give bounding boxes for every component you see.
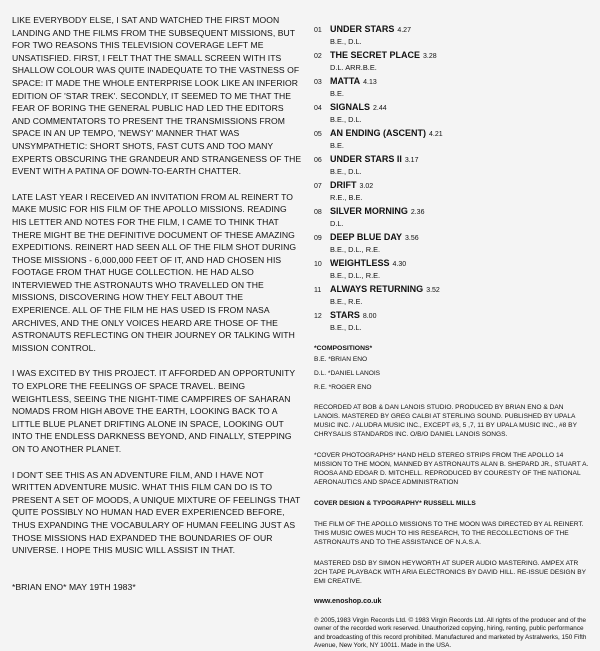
- track-duration: 2.36: [410, 209, 425, 216]
- film-note: THE FILM OF THE APOLLO MISSIONS TO THE MOON WAS DIRECTED BY AL REINERT. THIS MUSIC OWES MUCH TO HIS RESEARCH, TO THE RECOLLECTIONS OF THE ASTRONAUTS AND TO THE ASSISTANCE OF N.A.S.A.: [314, 521, 584, 546]
- track-number: 09: [314, 235, 322, 242]
- track-title: ALWAYS RETURNING: [330, 284, 424, 294]
- essay-paragraph: LIKE EVERYBODY ELSE, I SAT AND WATCHED THE FIRST MOON LANDING AND THE FILMS FROM THE SUBSEQUENT MISSIONS, BUT FOR TWO REASONS THIS TELEVISION COVERAGE LEFT ME UNSATISFIED. FIRST, I FELT THAT THE SMALL SCREEN WITH ITS SHALLOW COLOUR WAS QUITE INADEQUATE TO THE VASTNESS OF SPACE: IT MADE THE WHOLE ENTERPRISE LOOK LIKE AN INFERIOR EDITION OF 'STAR TREK'. SECONDLY, IT SEEMED TO ME THAT THE FEAR OF BORING THE GENERAL PUBLIC HAD LED THE EDITORS AND COMMENTATORS TO PRESENT THE TRANSMISSIONS FROM SPACE IN AN UP TEMPO, 'NEWSY' MANNER THAT WAS UNSYMPATHETIC: SHORT SHOTS, FAST CUTS AND TOO MANY EXPERTS OBSCURING THE GRANDEUR AND STRANGENESS OF THE EVENT WITH A PATINA OF DOWN-TO-EARTH CHATTER.: [12, 15, 302, 177]
- track-number: 08: [314, 209, 322, 216]
- essay-column: [12, 14, 302, 606]
- track-credits: B.E., D.L.: [330, 37, 362, 46]
- track-item: [314, 284, 590, 307]
- essay-paragraph: LATE LAST YEAR I RECEIVED AN INVITATION FROM AL REINERT TO MAKE MUSIC FOR HIS FILM OF THE APOLLO MISSIONS. READING HIS LETTER AND NOTES FOR THE FILM, I CAME TO THINK THAT THERE MIGHT BE THE DEFINITIVE DOCUMENT OF THESE AMAZING EXPEDITIONS. REINERT HAD SEEN ALL OF THE FILM SHOT DURING THOSE MISSIONS - 6,000,000 FEET OF IT, AND HAD CHOSEN HIS FOOTAGE FROM THAT HUGE COLLECTION. HE HAD ALSO INTERVIEWED THE ASTRONAUTS WHO TRAVELLED ON THE MISSIONS, DISCOVERING HOW THEY FELT ABOUT THE EXPERIENCE. ALL OF THE FILM HE HAS USED IS FROM NASA ARCHIVES, AND THE ONLY VOICES HEARD ARE THOSE OF THE ASTRONAUTS REFLECTING ON THEIR JOURNEY OR TALKING WITH MISSION CONTROL.: [12, 191, 297, 353]
- track-duration: 3.56: [405, 235, 419, 242]
- track-credits: B.E., D.L., R.E.: [330, 245, 381, 254]
- credits-column: [314, 24, 590, 651]
- composer-key: R.E. *ROGER ENO: [314, 384, 372, 391]
- track-credits: D.L. ARR.B.E.: [330, 63, 377, 72]
- track-duration: 3.02: [359, 183, 374, 190]
- track-item: [314, 154, 590, 177]
- track-item: [314, 102, 590, 125]
- track-item: [314, 24, 590, 47]
- track-credits: B.E.: [330, 141, 344, 150]
- track-title: WEIGHTLESS: [330, 258, 390, 268]
- cover-design-credit: COVER DESIGN & TYPOGRAPHY* RUSSELL MILLS: [314, 500, 476, 507]
- track-duration: 3.52: [426, 287, 440, 294]
- track-number: 04: [314, 105, 322, 112]
- track-list: [314, 24, 590, 333]
- compositions-heading: *COMPOSITIONS*: [314, 345, 373, 352]
- track-number: 02: [314, 53, 322, 60]
- track-number: 06: [314, 157, 322, 164]
- track-number: 10: [314, 261, 322, 268]
- track-duration: 3.17: [404, 157, 419, 164]
- track-duration: 4.30: [392, 261, 407, 268]
- track-number: 12: [314, 313, 322, 320]
- track-duration: 3.28: [423, 53, 437, 60]
- track-title: DRIFT: [330, 180, 357, 190]
- cover-photographs-credit: *COVER PHOTOGRAPHS* HAND HELD STEREO STRIPS FROM THE APOLLO 14 MISSION TO THE MOON, MANNED BY ASTRONAUTS ALAN B. SHEPARD JR., STUART A. ROOSA AND EDGAR D. MITCHELL. REPRODUCED BY COURESTY OF THE NATIONAL AERONAUTICS AND SPACE ADMINISTRATION: [314, 452, 589, 486]
- copyright-notice: ℗ 2005,1983 Virgin Records Ltd. © 1983 Virgin Records Ltd. All rights of the producer and of the owner of the recorded work reserved. Unauthorized copying, hiring, renting, public performance and broadcasting of this record prohibited. Manufactured and marketed by Astralwerks, 150 Fifth Avenue, New York, NY 10011. Made in the USA.: [314, 617, 587, 650]
- website-link[interactable]: www.enoshop.co.uk: [314, 598, 382, 605]
- recording-credits: RECORDED AT BOB & DAN LANOIS STUDIO. PRODUCED BY BRIAN ENO & DAN LANOIS. MASTERED BY GREG CALBI AT STERLING SOUND. PUBLISHED BY UPALA MUSIC INC. / ALUDRA MUSIC INC., EXCEPT #3, 5 ,7, 11 BY UPALA MUSIC INC., #8 BY CHRYSALIS STANDARDS INC. O/B/O DANIEL LANOIS SONGS.: [314, 404, 577, 438]
- essay-signature: *BRIAN ENO* MAY 19TH 1983*: [12, 581, 136, 592]
- track-credits: R.E., B.E.: [330, 193, 363, 202]
- track-item: [314, 206, 590, 229]
- track-item: [314, 128, 590, 151]
- track-item: [314, 50, 590, 73]
- composer-key: D.L. *DANIEL LANOIS: [314, 370, 381, 377]
- track-item: [314, 310, 590, 333]
- track-number: 11: [314, 287, 322, 294]
- track-duration: 2.44: [373, 105, 387, 112]
- track-credits: B.E., D.L.: [330, 167, 362, 176]
- track-credits: B.E., D.L.: [330, 115, 362, 124]
- track-credits: B.E., D.L., R.E.: [330, 271, 381, 280]
- track-title: THE SECRET PLACE: [330, 50, 421, 60]
- track-item: [314, 232, 590, 255]
- track-title: STARS: [330, 310, 360, 320]
- track-number: 05: [314, 131, 322, 138]
- track-item: [314, 76, 590, 99]
- essay-paragraph: I WAS EXCITED BY THIS PROJECT. IT AFFORDED AN OPPORTUNITY TO EXPLORE THE FEELINGS OF SPACE TRAVEL. BEING WEIGHTLESS, SEEING THE NIGHT-TIME CAMPFIRES OF SAHARAN NOMADS FROM HIGH ABOVE THE EARTH, LOOKING BACK TO A LITTLE BLUE PLANET DRIFTING ALONE IN SPACE, LOOKING OUT INTO THE ENDLESS DARKNESS BEYOND, AND FINALLY, STEPPING ON TO ANOTHER PLANET.: [12, 368, 295, 454]
- track-title: SIGNALS: [330, 102, 371, 112]
- track-item: [314, 180, 590, 203]
- track-item: [314, 258, 590, 281]
- track-number: 03: [314, 79, 322, 86]
- track-credits: D.L.: [330, 219, 344, 228]
- track-title: AN ENDING (ASCENT): [330, 128, 426, 138]
- essay-paragraph: I DON'T SEE THIS AS AN ADVENTURE FILM, AND I HAVE NOT WRITTEN ADVENTURE MUSIC. WHAT THIS FILM CAN DO IS TO PRESENT A SET OF MOODS, A UNIQUE MIXTURE OF FEELINGS THAT QUITE POSSIBLY NO HUMAN HAD EVER EXPERIENCED BEFORE, THUS EXPANDING THE VOCABULARY OF HUMAN FEELING JUST AS THOSE MISSIONS HAD EXPANDED THE BOUNDARIES OF OUR UNIVERSE. I HOPE THIS MUSIC WILL ASSIST IN THAT.: [12, 469, 301, 556]
- track-duration: 4.27: [397, 27, 411, 34]
- track-title: UNDER STARS II: [330, 154, 402, 164]
- track-duration: 8.00: [362, 313, 377, 320]
- compositions-legend: [314, 345, 590, 391]
- track-title: SILVER MORNING: [330, 206, 408, 216]
- track-credits: B.E., D.L.: [330, 323, 362, 332]
- mastering-credits: MASTERED DSD BY SIMON HEYWORTH AT SUPER AUDIO MASTERING. AMPEX ATR 2CH TAPE PLAYBACK WITH ARIA ELECTRONICS BY DAVID HILL. RE-ISSUE DESIGN BY EMI CREATIVE.: [314, 560, 586, 585]
- track-duration: 4.21: [429, 131, 443, 138]
- track-credits: B.E., R.E.: [330, 297, 363, 306]
- track-number: 01: [314, 27, 322, 34]
- track-title: DEEP BLUE DAY: [330, 232, 403, 242]
- track-title: UNDER STARS: [330, 24, 395, 34]
- track-title: MATTA: [330, 76, 361, 86]
- track-duration: 4.13: [363, 79, 377, 86]
- composer-key: B.E. *BRIAN ENO: [314, 356, 368, 363]
- track-number: 07: [314, 183, 322, 190]
- track-credits: B.E.: [330, 89, 344, 98]
